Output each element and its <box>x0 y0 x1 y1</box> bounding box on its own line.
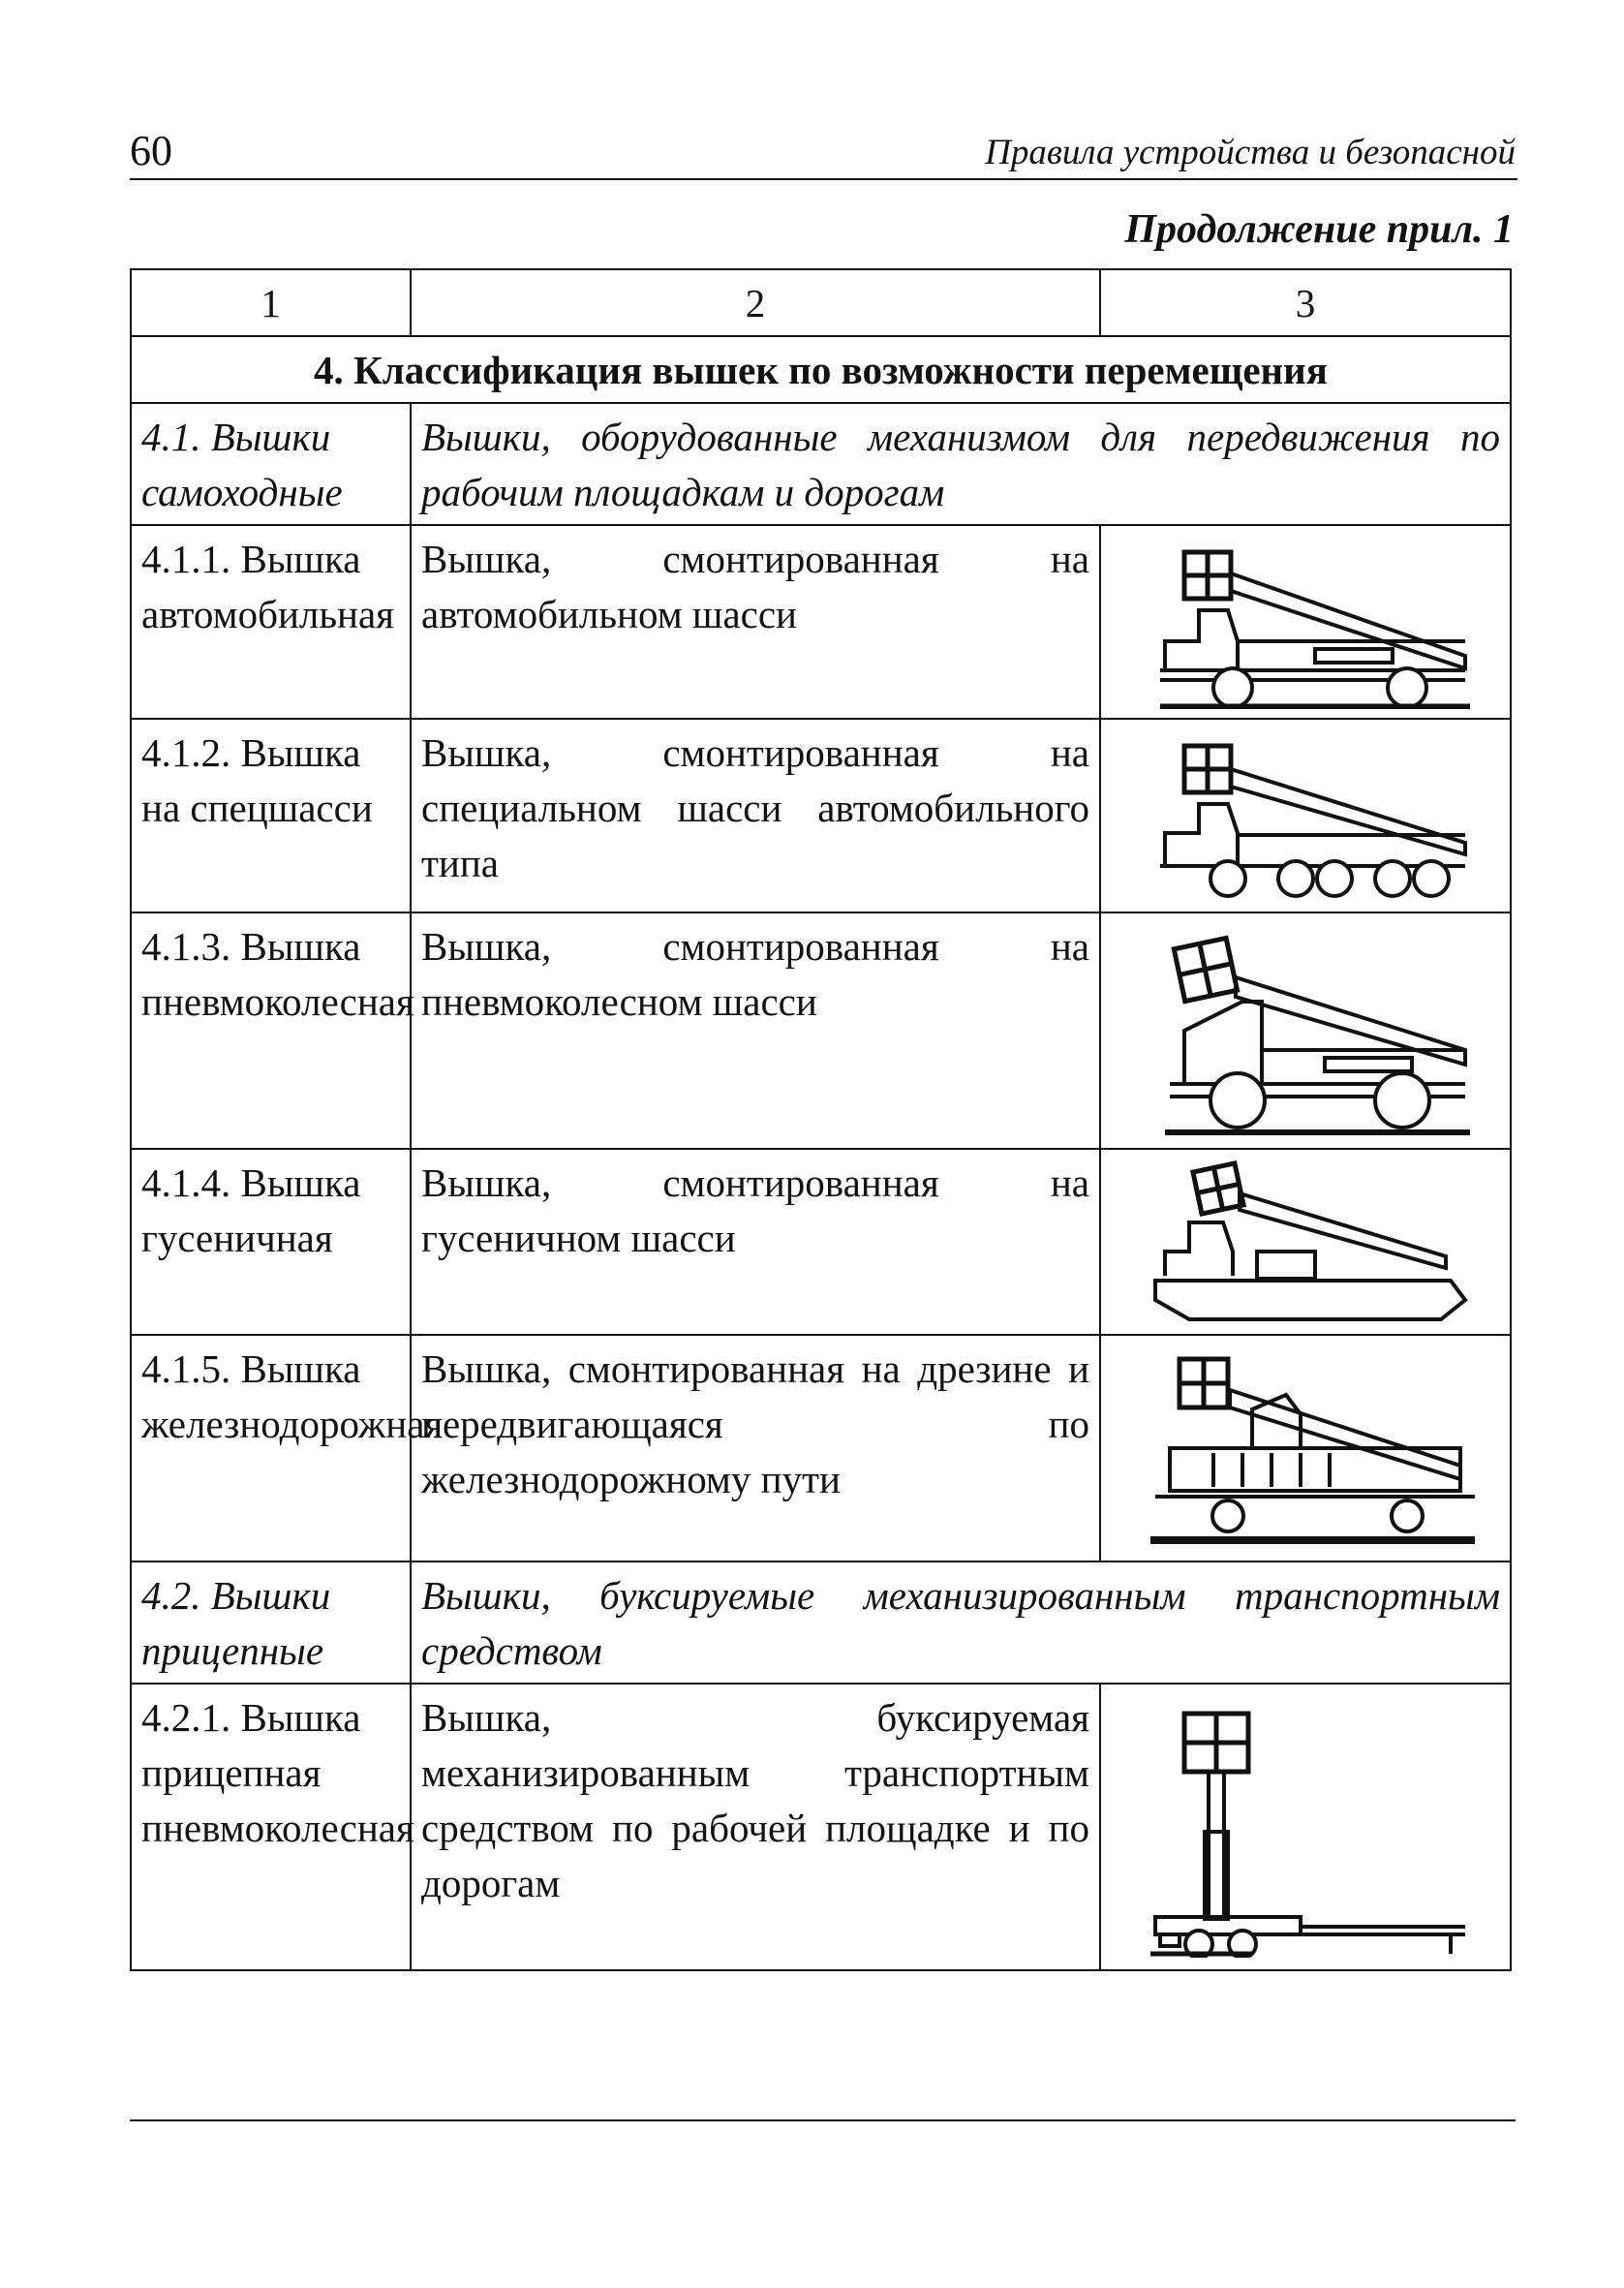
item-illustration <box>1100 1684 1511 1970</box>
page-number: 60 <box>130 127 172 174</box>
table-row <box>131 1684 1511 1970</box>
crawler-lift-icon <box>1131 1159 1480 1324</box>
item-description: Вышка, смонтированная на специальном шасси автомобильного типа <box>411 719 1100 912</box>
section-title-row <box>131 336 1511 403</box>
item-code: 4.1.1. Вышка автомобильная <box>131 525 411 719</box>
group-description: Вышки, оборудованные механизмом для передвижения по рабочим площадкам и дорогам <box>411 403 1511 525</box>
group-code: 4.2. Вышки прицепные <box>131 1561 411 1684</box>
footer-rule <box>130 2119 1516 2121</box>
column-number-3: 3 <box>1100 269 1511 336</box>
header-rule <box>130 178 1517 180</box>
item-code: 4.1.5. Вышка железнодорожная <box>131 1335 411 1561</box>
item-illustration <box>1100 912 1511 1149</box>
column-number-row <box>131 269 1511 336</box>
truck-mounted-lift-icon <box>1131 535 1480 709</box>
item-description: Вышка, смонтированная на гусеничном шасси <box>411 1149 1100 1335</box>
continuation-label: Продолжение прил. 1 <box>1124 207 1514 252</box>
table-row <box>131 1149 1511 1335</box>
item-illustration <box>1100 719 1511 912</box>
group-description: Вышки, буксируемые механизированным транспортным средством <box>411 1561 1511 1684</box>
group-row <box>131 1561 1511 1684</box>
item-description: Вышка, буксируемая механизированным транспортным средством по рабочей площадке и по дорогам <box>411 1684 1100 1970</box>
item-description: Вышка, смонтированная на автомобильном шасси <box>411 525 1100 719</box>
item-illustration <box>1100 1149 1511 1335</box>
towed-trailer-lift-icon <box>1131 1696 1480 1958</box>
item-code: 4.2.1. Вышка прицепная пневмоколесная <box>131 1684 411 1970</box>
table-row <box>131 719 1511 912</box>
classification-table <box>130 268 1512 1971</box>
table-row <box>131 912 1511 1149</box>
group-code: 4.1. Вышки самоходные <box>131 403 411 525</box>
item-illustration <box>1100 525 1511 719</box>
item-code: 4.1.4. Вышка гусеничная <box>131 1149 411 1335</box>
column-number-1: 1 <box>131 269 411 336</box>
rail-lift-icon <box>1131 1342 1480 1555</box>
table-row <box>131 1335 1511 1561</box>
special-chassis-lift-icon <box>1131 728 1480 903</box>
item-description: Вышка, смонтированная на дрезине и передвигающаяся по железнодорожному пути <box>411 1335 1100 1561</box>
item-illustration <box>1100 1335 1511 1561</box>
table-row <box>131 525 1511 719</box>
item-code: 4.1.3. Вышка пневмоколесная <box>131 912 411 1149</box>
group-row <box>131 403 1511 525</box>
running-header: Правила устройства и безопасной <box>985 133 1516 172</box>
item-description: Вышка, смонтированная на пневмоколесном шасси <box>411 912 1100 1149</box>
item-code: 4.1.2. Вышка на спецшасси <box>131 719 411 912</box>
section-title: 4. Классификация вышек по возможности перемещения <box>131 336 1511 403</box>
column-number-2: 2 <box>411 269 1100 336</box>
pneumatic-wheel-lift-icon <box>1131 924 1480 1137</box>
